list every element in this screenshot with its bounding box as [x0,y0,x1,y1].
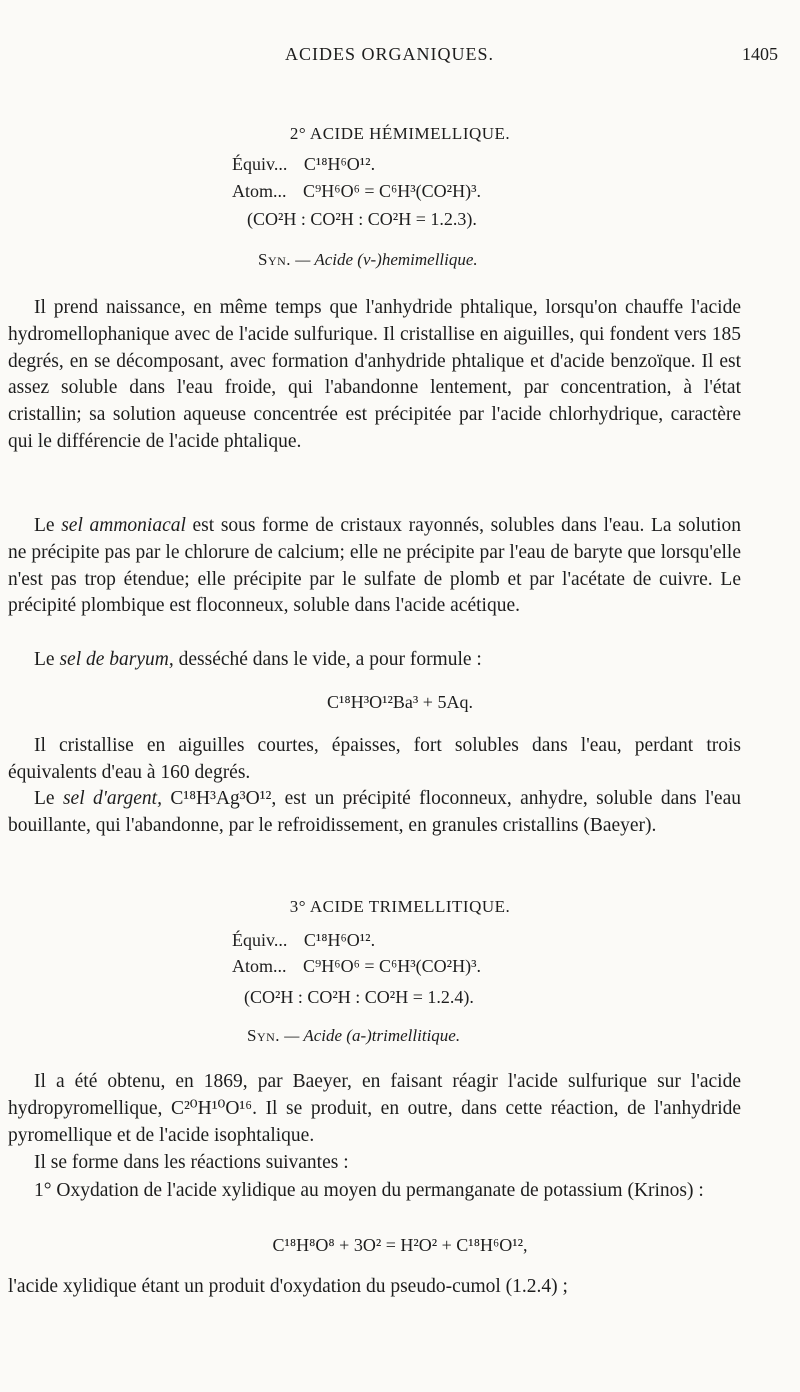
equiv-label: Équiv... [232,154,288,174]
p6-formula: C²⁰H¹⁰O¹⁶. [170,1097,257,1119]
paragraph-xylidique: l'acide xylidique étant un produit d'oxydation du pseudo-cumol (1.2.4) ; [8,1276,568,1297]
syn-text-2: — Acide (a-)trimellitique. [284,1026,461,1045]
p3-start: Le [34,649,55,670]
running-header [0,44,800,68]
equiv-row [232,154,375,175]
p2-start: Le [34,515,55,536]
synonym-line [258,250,478,270]
synonym-line-2 [247,1026,460,1046]
paragraph-baeyer [8,1069,741,1149]
atom-label: Atom... [232,181,287,201]
running-title: ACIDES ORGANIQUES. [285,44,495,64]
equiv-formula-2: C¹⁸H⁶O¹². [303,930,376,950]
oxidation-formula: C¹⁸H⁸O⁸ + 3O² = H²O² + C¹⁸H⁶O¹², [272,1235,528,1255]
barium-formula: C¹⁸H³O¹²Ba³ + 5Aq. [327,692,473,712]
position-formula-2: (CO²H : CO²H : CO²H = 1.2.4). [244,987,474,1007]
atom-formula-2: C⁹H⁶O⁶ = C⁶H³(CO²H)³. [303,956,481,976]
equiv-row-2 [232,930,375,951]
paragraph-barium-salt [8,647,741,674]
atom-label-2: Atom... [232,956,287,976]
atom-formula: C⁹H⁶O⁶ = C⁶H³(CO²H)³. [303,181,481,201]
syn-text: — Acide (v-)hemimellique. [295,250,478,269]
paragraph-origin: Il prend naissance, en même temps que l'anhydride phtalique, lorsqu'on chauffe l'acide hydromellophanique avec de l'acide sulfurique. Il cristallise en aiguilles, qui fondent vers 185 degrés, en se décomposant, avec formation d'anhydride phtalique et d'acide benzoïque. Il est assez soluble dans l'eau froide, qui l'abandonne lentement, par concentration, à l'état cristallin; sa solution aqueuse concentrée est précipitée par l'acide chlorhydrique, caractère qui le différencie de l'acide phtalique. [8,297,741,452]
section-heading-hemimellique: 2° ACIDE HÉMIMELLIQUE. [289,124,511,143]
p6-text: Il a été obtenu, en 1869, par Baeyer, en faisant réagir l'acide sulfurique sur l'acide hydropyromellique, [8,1071,741,1119]
p3-rest: desséché dans le vide, a pour formule : [178,649,482,670]
syn-label-2: Syn. [247,1026,281,1045]
p2-italic: sel ammoniacal [61,515,186,536]
p5-formula: C¹⁸H³Ag³O¹², [170,788,277,809]
p6-rest: Il se produit, en outre, dans cette réaction, de l'anhydride pyromellique et de l'acide isophtalique. [8,1097,742,1146]
p5-start: Le [34,788,55,809]
atom-row-2 [232,956,481,977]
p2-rest: est sous forme de cristaux rayonnés, solubles dans l'eau. La solution ne précipite pas par le chlorure de calcium; elle ne précipite par l'eau de baryte que lorsqu'elle n'est pas trop étendue; elle précipite par le sulfate de plomb et par l'acétate de cuivre. Le précipité plombique est floconneux, soluble dans l'acide acétique. [8,515,741,617]
paragraph-ammonium-salt [8,513,741,620]
paragraph-silver-salt [8,786,741,840]
position-formula: (CO²H : CO²H : CO²H = 1.2.3). [247,209,477,229]
paragraph-crystallization: Il cristallise en aiguilles courtes, épaisses, fort solubles dans l'eau, perdant trois équivalents d'eau à 160 degrés. [8,735,741,783]
paragraph-reactions: Il se forme dans les réactions suivantes : [34,1152,349,1173]
page-number: 1405 [742,44,778,64]
p5-italic: sel d'argent, [62,788,162,809]
p5-rest: est un précipité floconneux, anhydre, soluble dans l'eau bouillante, qui l'abandonne, par le refroidissement, en granules cristallins (Baeyer). [8,788,741,836]
equiv-formula: C¹⁸H⁶O¹². [303,154,376,174]
section-heading-trimellitique: 3° ACIDE TRIMELLITIQUE. [289,897,511,916]
p3-italic: sel de baryum, [59,649,174,670]
paragraph-oxidation: 1° Oxydation de l'acide xylidique au moyen du permanganate de potassium (Krinos) : [34,1180,704,1201]
equiv-label-2: Équiv... [232,930,288,950]
syn-label: Syn. [258,250,292,269]
atom-row [232,181,481,202]
